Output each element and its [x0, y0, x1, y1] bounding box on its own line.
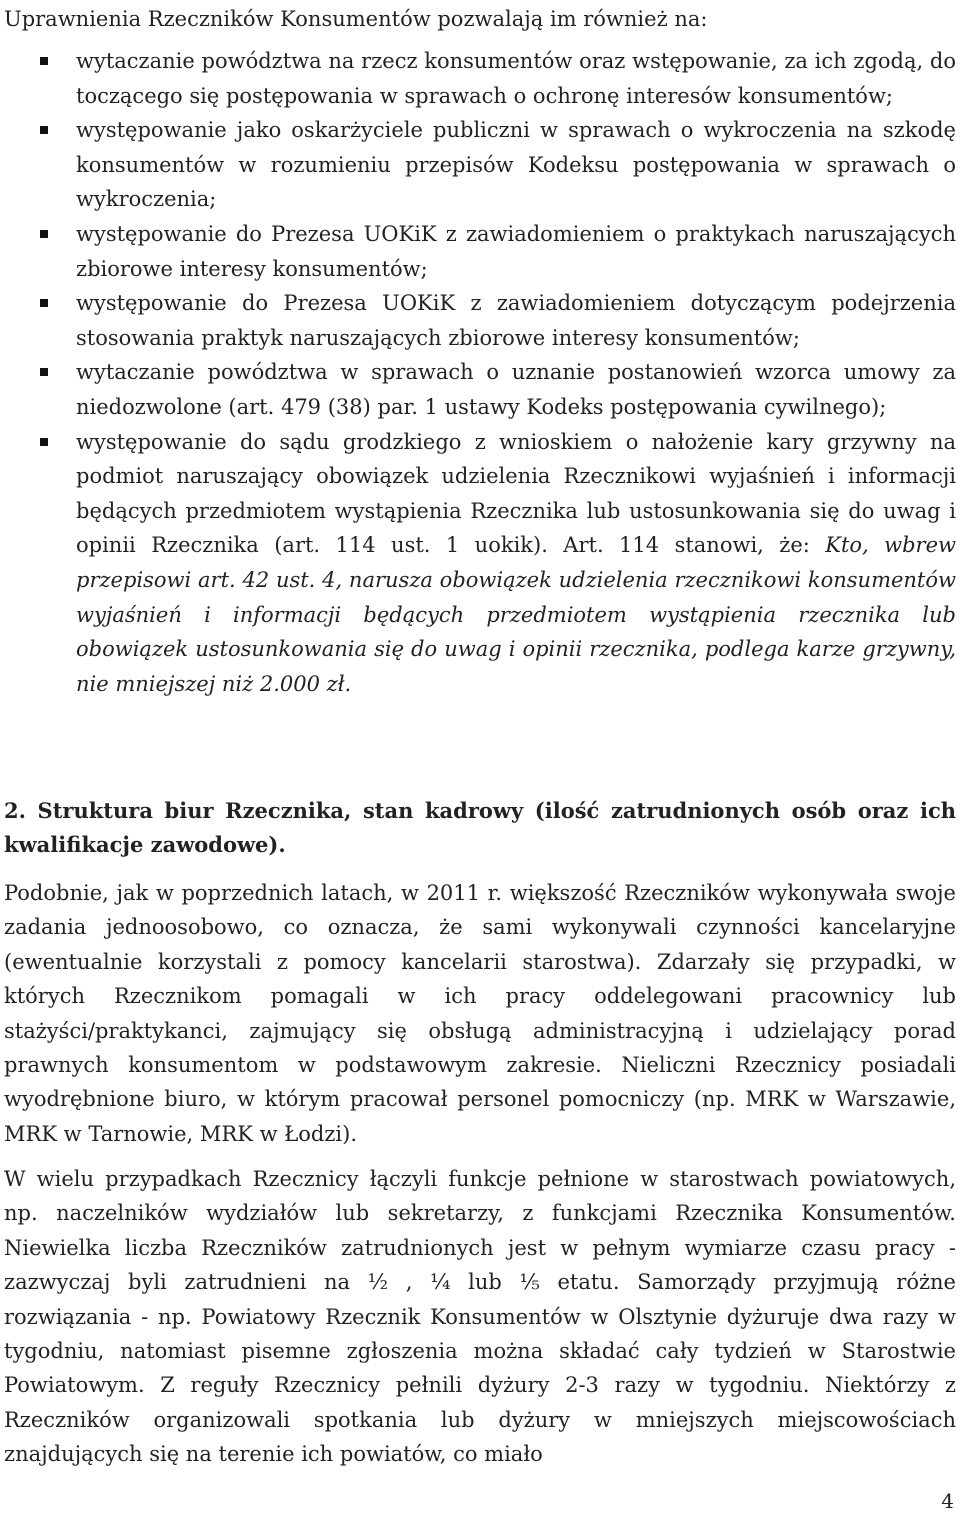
bullet-square-icon: [40, 438, 48, 446]
list-item: wytaczanie powództwa w sprawach o uznanie postanowień wzorca umowy za niedozwolone (art. 479 (38) par. 1 ustawy Kodeks postępowania cywilnego);: [0, 355, 956, 424]
bullet-square-icon: [40, 368, 48, 376]
list-item: wytaczanie powództwa na rzecz konsumentów oraz wstępowanie, za ich zgodą, do toczącego się postępowania w sprawach o ochronę interesów konsumentów;: [0, 44, 956, 113]
law-quote: Kto, wbrew przepisowi art. 42 ust. 4, narusza obowiązek udzielenia rzecznikowi konsumentów wyjaśnień i informacji będących przedmiotem wystąpienia rzecznika lub obowiązek ustosunkowania się do uwag i opinii rzecznika, podlega karze grzywny, nie mniejszej niż 2.000 zł.: [76, 533, 956, 696]
list-item: występowanie jako oskarżyciele publiczni w sprawach o wykroczenia na szkodę konsumentów w rozumieniu przepisów Kodeksu postępowania w sprawach o wykroczenia;: [0, 113, 956, 217]
list-item: występowanie do Prezesa UOKiK z zawiadomieniem dotyczącym podejrzenia stosowania praktyk naruszających zbiorowe interesy konsumentów;: [0, 286, 956, 355]
bullet-square-icon: [40, 57, 48, 65]
section-heading: 2. Struktura biur Rzecznika, stan kadrowy (ilość zatrudnionych osób oraz ich kwalifikacje zawodowe).: [4, 798, 956, 857]
intro-line: Uprawnienia Rzeczników Konsumentów pozwalają im również na:: [4, 7, 708, 31]
paragraph-functions: W wielu przypadkach Rzecznicy łączyli funkcje pełnione w starostwach powiatowych, np. naczelników wydziałów lub sekretarzy, z funkcjami Rzecznika Konsumentów. Niewielka liczba Rzeczników zatrudnionych jest w pełnym wymiarze czasu pracy - zazwyczaj byli zatrudnieni na ½ , ¼ lub ⅕ etatu. Samorządy przyjmują różne rozwiązania - np. Powiatowy Rzecznik Konsumentów w Olsztynie dyżuruje dwa razy w tygodniu, natomiast pisemne zgłoszenia można składać cały tydzień w Starostwie Powiatowym. Z reguły Rzecznicy pełnili dyżury 2-3 razy w tygodniu. Niektórzy z Rzeczników organizowali spotkania lub dyżury w mniejszych miejscowościach znajdujących się na terenie ich powiatów, co miało: [4, 1167, 956, 1467]
powers-list: [0, 44, 956, 701]
paragraph-staffing: Podobnie, jak w poprzednich latach, w 2011 r. większość Rzeczników wykonywała swoje zadania jednoosobowo, co oznacza, że sami wykonywali czynności kancelaryjne (ewentualnie korzystali z pomocy kancelarii starostwa). Zdarzały się przypadki, w których Rzecznikom pomagali w ich pracy oddelegowani pracownicy lub stażyści/praktykanci, zajmujący się obsługą administracyjną i udzielający porad prawnych konsumentom w podstawowym zakresie. Nieliczni Rzecznicy posiadali wyodrębnione biuro, w którym pracował personel pomocniczy (np. MRK w Warszawie, MRK w Tarnowie, MRK w Łodzi).: [4, 881, 956, 1146]
bullet-square-icon: [40, 299, 48, 307]
bullet-square-icon: [40, 126, 48, 134]
list-item: występowanie do sądu grodzkiego z wnioskiem o nałożenie kary grzywny na podmiot naruszający obowiązek udzielenia Rzecznikowi wyjaśnień i informacji będących przedmiotem wystąpienia Rzecznika lub ustosunkowania się do uwag i opinii Rzecznika (art. 114 ust. 1 uokik). Art. 114 stanowi, że: Kto, wbrew przepisowi art. 42 ust. 4, narusza obowiązek udzielenia rzecznikowi konsumentów wyjaśnień i informacji będących przedmiotem wystąpienia rzecznika lub obowiązek ustosunkowania się do uwag i opinii rzecznika, podlega karze grzywny, nie mniejszej niż 2.000 zł.: [0, 425, 956, 702]
page-number: 4: [941, 1489, 954, 1513]
bullet-square-icon: [40, 230, 48, 238]
list-item: występowanie do Prezesa UOKiK z zawiadomieniem o praktykach naruszających zbiorowe interesy konsumentów;: [0, 217, 956, 286]
